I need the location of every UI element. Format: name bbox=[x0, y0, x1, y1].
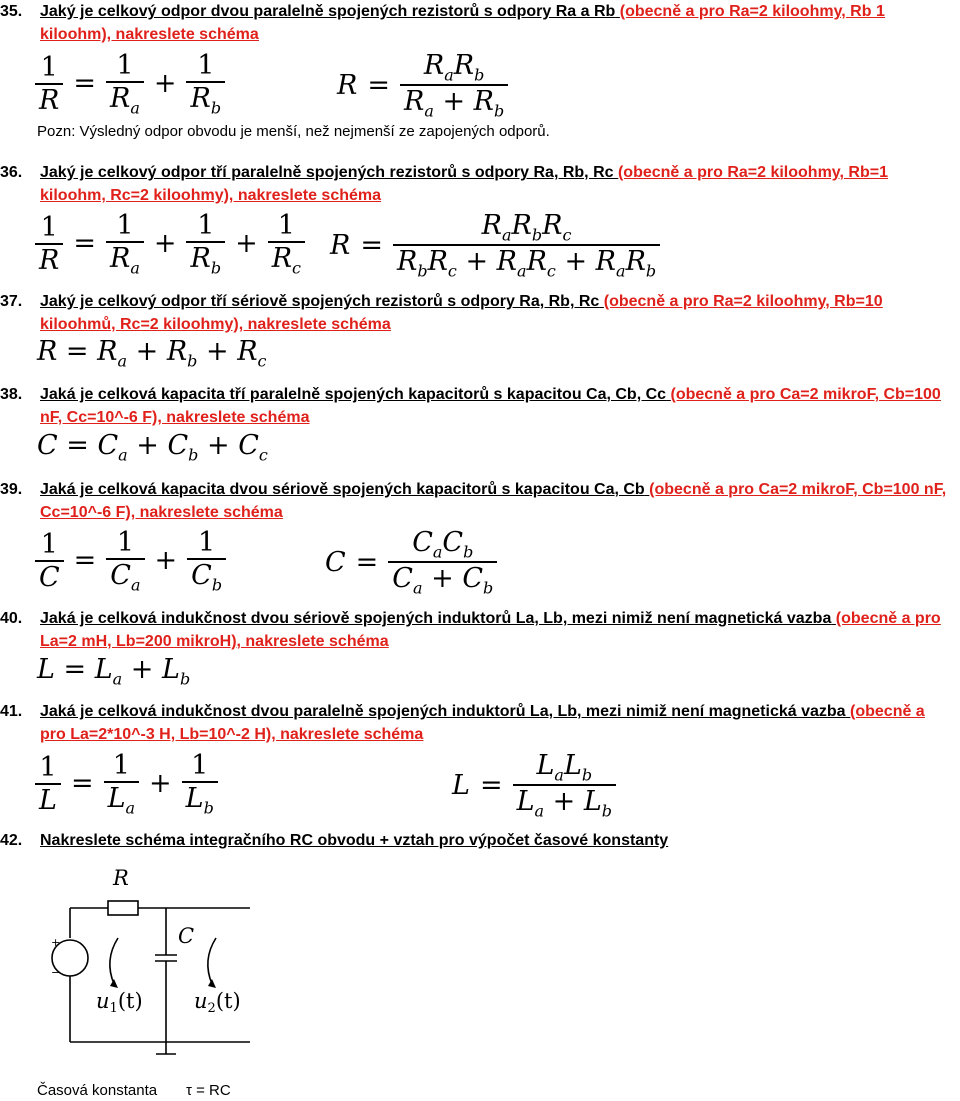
question-number: 38. bbox=[0, 386, 23, 403]
u2-label: u2(t) bbox=[194, 989, 241, 1016]
resistor-label: R bbox=[113, 866, 129, 890]
formula-36b: R = $R_aR_bR_c$ $R_bR_c + R_aR_c + R_aR_b$ bbox=[330, 210, 660, 281]
question-number: 42. bbox=[0, 832, 23, 849]
question-number: 39. bbox=[0, 481, 23, 498]
formula-38: $C = C_a + C_b + C_c$ bbox=[37, 430, 268, 465]
time-constant-label: Časová konstanta bbox=[37, 1082, 158, 1099]
question-36 bbox=[0, 161, 950, 207]
formula-41b: L = $L_aL_b$ $L_a + L_b$ bbox=[452, 750, 616, 821]
minus-sign: − bbox=[51, 966, 61, 979]
question-40 bbox=[0, 607, 950, 653]
question-detail: (obecně a pro Ca=2 mikroF, Cb=100 nF, Cc=10^-6 F), nakreslete schéma bbox=[40, 386, 941, 426]
formula-35b: R = $R_aR_b$ $R_a + R_b$ bbox=[337, 50, 508, 121]
question-text: Jaký je celkový odpor tří paralelně spojených rezistorů s odpory Ra, Rb, Rc bbox=[40, 164, 614, 181]
question-detail: (obecně a pro Ra=2 kiloohmy, Rb 1 kiloohm), nakreslete schéma bbox=[40, 3, 885, 43]
question-number: 41. bbox=[0, 703, 23, 720]
question-text: Jaká je celková indukčnost dvou paralelně spojených induktorů La, Lb, mezi nimiž není magnetická vazba bbox=[40, 703, 846, 720]
question-text: Jaký je celkový odpor dvou paralelně spojených rezistorů s odpory Ra a Rb bbox=[40, 3, 616, 20]
question-text: Jaká je celková indukčnost dvou sériově spojených induktorů La, Lb, mezi nimiž není magnetická vazba bbox=[40, 610, 832, 627]
formula-41a: $\frac{1}{L}$ = $\frac{1}{L_a}$ + $\frac{1}{L_b}$ bbox=[35, 750, 218, 817]
formula-36a: $\frac{1}{R}$ = $\frac{1}{R_a}$ + $\frac{1}{R_b}$ + $\frac{1}{R_c}$ bbox=[35, 210, 305, 277]
question-text: Jaký je celkový odpor tří sériově spojených rezistorů s odpory Ra, Rb, Rc bbox=[40, 293, 600, 310]
formula-35a: $\frac{1}{R}$ = $\frac{1}{R_a}$ + $\frac{1}{R_b}$ bbox=[35, 50, 225, 117]
question-detail: (obecně a pro Ra=2 kiloohmy, Rb=1 kiloohm, Rc=2 kiloohmy), nakreslete schéma bbox=[40, 164, 888, 204]
note-text: Pozn: Výsledný odpor obvodu je menší, než nejmenší ze zapojených odporů. bbox=[37, 123, 550, 140]
formula-39b: C = $C_aC_b$ $C_a + C_b$ bbox=[325, 527, 497, 598]
formula-37: $R = R_a + R_b + R_c$ bbox=[37, 336, 267, 371]
question-38 bbox=[0, 383, 950, 429]
question-37 bbox=[0, 290, 950, 336]
question-41 bbox=[0, 700, 950, 746]
question-39 bbox=[0, 478, 950, 524]
formula-40: $L = L_a + L_b$ bbox=[37, 654, 191, 689]
question-text: Nakreslete schéma integračního RC obvodu + vztah pro výpočet časové konstanty bbox=[40, 832, 669, 849]
question-detail: (obecně a pro Ca=2 mikroF, Cb=100 nF, Cc=10^-6 F), nakreslete schéma bbox=[40, 481, 947, 521]
u1-label: u1(t) bbox=[96, 989, 143, 1016]
time-constant-formula: τ = RC bbox=[186, 1082, 231, 1099]
question-text: Jaká je celková kapacita tří paralelně spojených kapacitorů s kapacitou Ca, Cb, Cc bbox=[40, 386, 667, 403]
question-42 bbox=[0, 829, 950, 852]
question-number: 36. bbox=[0, 164, 23, 181]
rc-circuit-diagram bbox=[30, 860, 290, 1070]
capacitor-label: C bbox=[178, 924, 195, 948]
plus-sign: + bbox=[51, 936, 61, 949]
question-detail: (obecně a pro La=2 mH, Lb=200 mikroH), nakreslete schéma bbox=[40, 610, 941, 650]
question-number: 37. bbox=[0, 293, 23, 310]
question-text: Jaká je celková kapacita dvou sériově spojených kapacitorů s kapacitou Ca, Cb bbox=[40, 481, 645, 498]
formula-39a: $\frac{1}{C}$ = $\frac{1}{C_a}$ + $\frac{1}{C_b}$ bbox=[35, 527, 226, 594]
question-35 bbox=[0, 0, 950, 46]
question-number: 40. bbox=[0, 610, 23, 627]
question-number: 35. bbox=[0, 3, 23, 20]
question-detail: (obecně a pro Ra=2 kiloohmy, Rb=10 kiloohmů, Rc=2 kiloohmy), nakreslete schéma bbox=[40, 293, 883, 333]
question-detail: (obecně a pro La=2*10^-3 H, Lb=10^-2 H), nakreslete schéma bbox=[40, 703, 925, 743]
